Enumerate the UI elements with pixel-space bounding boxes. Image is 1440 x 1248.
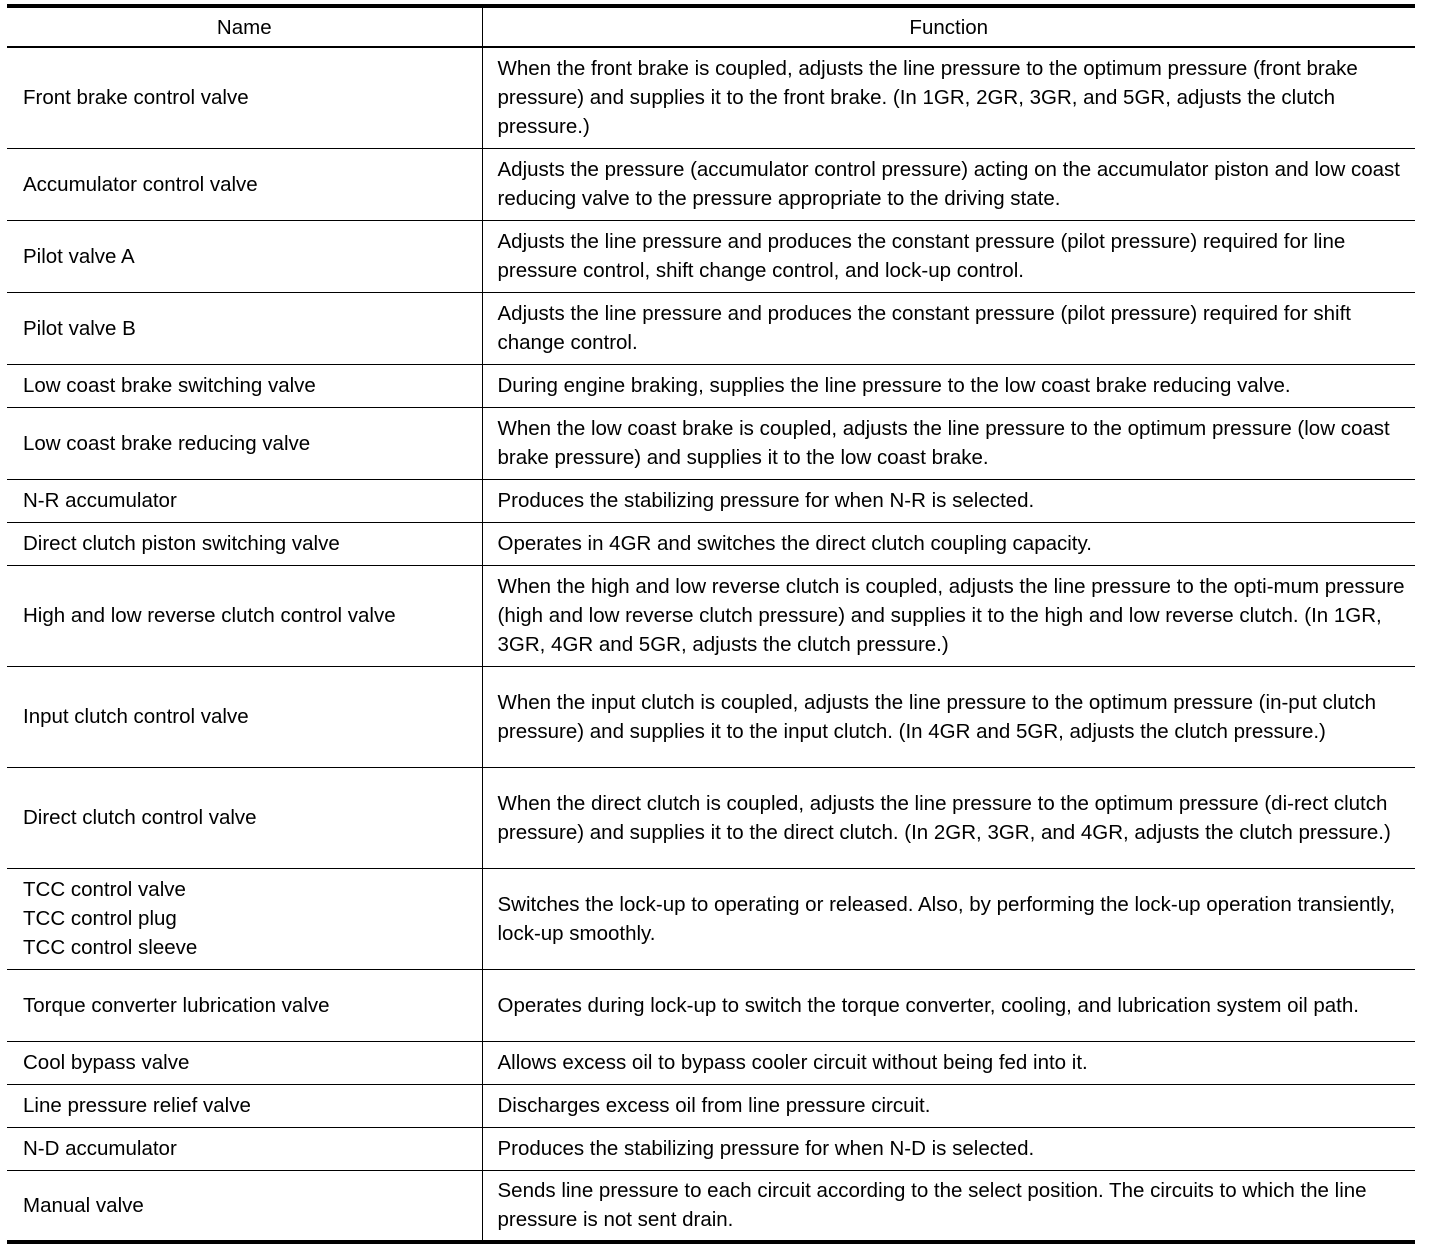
valve-name-cell xyxy=(7,666,482,767)
valve-function-cell: When the high and low reverse clutch is coupled, adjusts the line pressure to the opti-mum pressure (high and low reverse clutch pressure) and supplies it to the high and low reverse clutch. (In 1GR, 3GR, 4GR and 5GR, adjusts the clutch pressure.) xyxy=(482,565,1415,666)
table-row xyxy=(7,522,1415,565)
table-row xyxy=(7,364,1415,407)
valve-name: Line pressure relief valve xyxy=(23,1094,251,1117)
table-row xyxy=(7,767,1415,868)
valve-name: N-R accumulator xyxy=(23,489,177,512)
table-row xyxy=(7,292,1415,364)
valve-function-cell: When the input clutch is coupled, adjusts the line pressure to the optimum pressure (in-put clutch pressure) and supplies it to the input clutch. (In 4GR and 5GR, adjusts the clutch pressure.) xyxy=(482,666,1415,767)
valve-function-cell: Produces the stabilizing pressure for when N-R is selected. xyxy=(482,479,1415,522)
table-row xyxy=(7,479,1415,522)
valve-name-cell xyxy=(7,407,482,479)
valve-name-cell xyxy=(7,292,482,364)
valve-name: N-D accumulator xyxy=(23,1137,177,1160)
valve-name-cell xyxy=(7,1084,482,1127)
valve-name: Low coast brake reducing valve xyxy=(23,431,311,455)
table-row xyxy=(7,868,1415,969)
valve-function-cell: Switches the lock-up to operating or released. Also, by performing the lock-up operation transiently, lock-up smoothly. xyxy=(482,868,1415,969)
valve-name: Pilot valve B xyxy=(23,316,136,340)
valve-name-cell xyxy=(7,220,482,292)
valve-function-cell: During engine braking, supplies the line pressure to the low coast brake reducing valve. xyxy=(482,364,1415,407)
valve-name: Cool bypass valve xyxy=(23,1051,190,1074)
table-body xyxy=(7,47,1415,1242)
valve-name-cell xyxy=(7,364,482,407)
valve-name: Front brake control valve xyxy=(23,86,249,110)
valve-function-cell: Adjusts the pressure (accumulator control pressure) acting on the accumulator piston and low coast reducing valve to the pressure appropriate to the driving state. xyxy=(482,148,1415,220)
valve-name-cell xyxy=(7,767,482,868)
valve-function-cell: When the low coast brake is coupled, adjusts the line pressure to the optimum pressure (low coast brake pressure) and supplies it to the low coast brake. xyxy=(482,407,1415,479)
valve-name-cell xyxy=(7,479,482,522)
valve-name-cell xyxy=(7,522,482,565)
column-header-name: Name xyxy=(7,6,482,47)
valve-name: Direct clutch piston switching valve xyxy=(23,532,340,555)
valve-name-cell xyxy=(7,565,482,666)
valve-function-cell: When the direct clutch is coupled, adjusts the line pressure to the optimum pressure (di-rect clutch pressure) and supplies it to the direct clutch. (In 2GR, 3GR, and 4GR, adjusts the clutch pressure.) xyxy=(482,767,1415,868)
table-row xyxy=(7,148,1415,220)
valve-name: Accumulator control valve xyxy=(23,172,258,196)
table-row xyxy=(7,47,1415,148)
table-row xyxy=(7,1170,1415,1242)
valve-name: High and low reverse clutch control valve xyxy=(23,604,396,627)
valve-name: Torque converter lubrication valve xyxy=(23,993,330,1017)
header-row xyxy=(7,6,1415,47)
valve-function-cell: Produces the stabilizing pressure for when N-D is selected. xyxy=(482,1127,1415,1170)
valve-name: TCC control plug xyxy=(23,907,177,930)
table-row xyxy=(7,1041,1415,1084)
valve-name: TCC control sleeve xyxy=(23,936,198,959)
table-row xyxy=(7,1084,1415,1127)
valve-name: Low coast brake switching valve xyxy=(23,374,316,397)
table-row xyxy=(7,666,1415,767)
column-header-function: Function xyxy=(482,6,1415,47)
valve-function-table xyxy=(7,4,1415,1244)
table-row xyxy=(7,220,1415,292)
valve-name: Pilot valve A xyxy=(23,244,135,268)
valve-name-cell xyxy=(7,969,482,1041)
valve-name: Direct clutch control valve xyxy=(23,806,257,829)
valve-name-cell xyxy=(7,1041,482,1084)
valve-name: Input clutch control valve xyxy=(23,705,249,728)
table-row xyxy=(7,1127,1415,1170)
valve-name: Manual valve xyxy=(23,1193,144,1217)
valve-function-cell: Adjusts the line pressure and produces the constant pressure (pilot pressure) required for shift change control. xyxy=(482,292,1415,364)
valve-function-cell: Operates during lock-up to switch the torque converter, cooling, and lubrication system oil path. xyxy=(482,969,1415,1041)
table-row xyxy=(7,969,1415,1041)
valve-name-cell xyxy=(7,868,482,969)
valve-name-cell xyxy=(7,148,482,220)
valve-name-cell xyxy=(7,1127,482,1170)
valve-name-cell xyxy=(7,47,482,148)
valve-function-cell: When the front brake is coupled, adjusts the line pressure to the optimum pressure (front brake pressure) and supplies it to the front brake. (In 1GR, 2GR, 3GR, and 5GR, adjusts the clutch pressure.) xyxy=(497,57,1358,139)
valve-function-cell: Operates in 4GR and switches the direct clutch coupling capacity. xyxy=(482,522,1415,565)
table-row xyxy=(7,565,1415,666)
valve-function-cell: Discharges excess oil from line pressure circuit. xyxy=(482,1084,1415,1127)
valve-name: TCC control valve xyxy=(23,878,186,901)
table-header xyxy=(7,6,1415,47)
table-row xyxy=(7,407,1415,479)
valve-function-cell: Sends line pressure to each circuit according to the select position. The circuits to which the line pressure is not sent drain. xyxy=(482,1170,1415,1242)
valve-function-cell: Adjusts the line pressure and produces the constant pressure (pilot pressure) required for line pressure control, shift change control, and lock-up control. xyxy=(482,220,1415,292)
valve-function-cell: Allows excess oil to bypass cooler circuit without being fed into it. xyxy=(482,1041,1415,1084)
valve-name-cell xyxy=(7,1170,482,1242)
